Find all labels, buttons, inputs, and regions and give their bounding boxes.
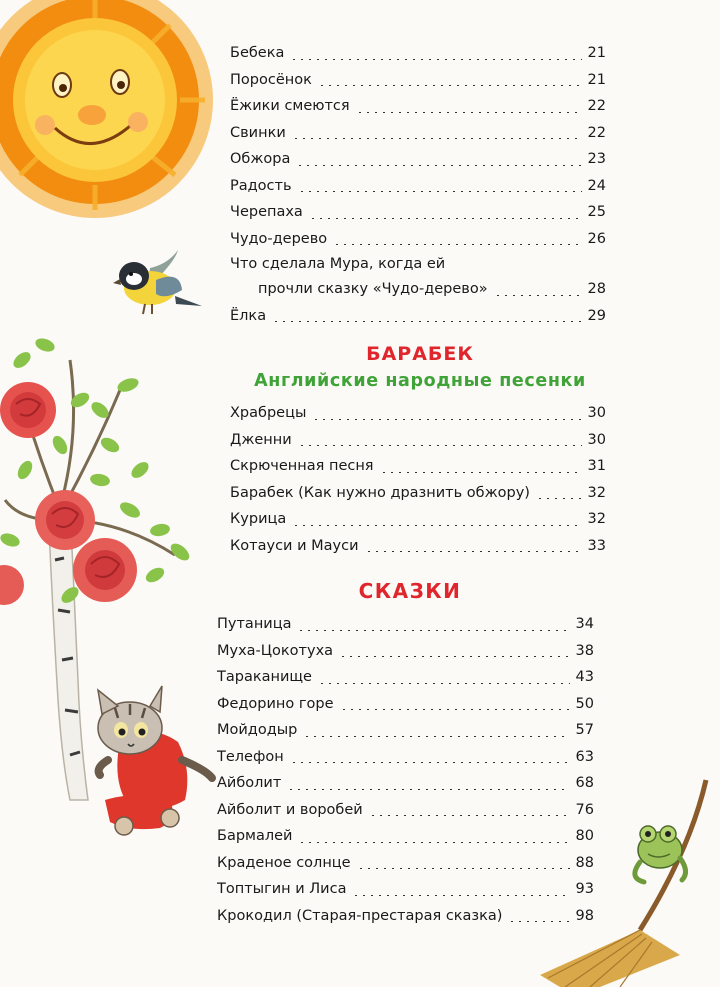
toc-entry[interactable] bbox=[230, 303, 606, 330]
toc-entry[interactable] bbox=[230, 199, 606, 226]
toc-entry-title: Путаница bbox=[217, 616, 292, 632]
dot-leader bbox=[333, 244, 581, 245]
toc-entry-page: 25 bbox=[587, 204, 606, 220]
dot-leader bbox=[365, 551, 582, 552]
toc-entry-title: Айболит bbox=[217, 775, 282, 791]
toc-entry-page: 68 bbox=[575, 775, 594, 791]
toc-entry-title: Скрюченная песня bbox=[230, 458, 374, 474]
toc-entry-title: Чудо-дерево bbox=[230, 230, 328, 247]
toc-entry-title: Краденое солнце bbox=[217, 854, 351, 871]
toc-entry-title: Ёжики смеются bbox=[230, 98, 350, 114]
toc-entry[interactable] bbox=[230, 120, 606, 147]
dot-leader bbox=[292, 525, 581, 526]
dot-leader bbox=[494, 295, 582, 296]
toc-entry-page: 22 bbox=[587, 98, 606, 114]
dot-leader bbox=[340, 709, 570, 710]
toc-entry-first-line[interactable] bbox=[230, 252, 606, 276]
toc-entry-page: 33 bbox=[587, 537, 606, 554]
toc-entry[interactable] bbox=[217, 876, 594, 903]
toc-entry[interactable] bbox=[230, 146, 606, 173]
toc-entry-page: 76 bbox=[575, 801, 594, 818]
toc-entry-title: Поросёнок bbox=[230, 71, 312, 88]
toc-entry-title: Федорино горе bbox=[217, 695, 334, 712]
toc-entry-page: 43 bbox=[575, 669, 594, 685]
section-heading-tales: СКАЗКИ bbox=[358, 579, 462, 603]
toc-entry[interactable] bbox=[217, 638, 594, 665]
toc-entry-title: Что сделала Мура, когда ей bbox=[230, 256, 446, 272]
toc-entry[interactable] bbox=[230, 67, 606, 94]
toc-entry[interactable] bbox=[230, 453, 606, 480]
dot-leader bbox=[356, 112, 582, 113]
toc-entry-page: 29 bbox=[587, 307, 606, 324]
toc-entry[interactable] bbox=[230, 93, 606, 120]
toc-entry[interactable] bbox=[230, 506, 606, 533]
toc-entry[interactable] bbox=[217, 611, 594, 638]
dot-leader bbox=[339, 656, 570, 657]
toc-entry-title: Бебека bbox=[230, 45, 285, 61]
toc-entry-title: Муха-Цокотуха bbox=[217, 642, 334, 659]
dot-leader bbox=[296, 165, 581, 166]
toc-entry[interactable] bbox=[217, 691, 594, 718]
toc-entry[interactable] bbox=[217, 823, 594, 850]
toc-entry[interactable] bbox=[217, 903, 594, 930]
dot-leader bbox=[536, 498, 582, 499]
toc-entry[interactable] bbox=[230, 173, 606, 200]
toc-entry[interactable] bbox=[217, 744, 594, 771]
toc-poems-list bbox=[230, 40, 606, 329]
toc-entry-title: Телефон bbox=[217, 748, 284, 765]
dot-leader bbox=[298, 191, 582, 192]
dot-leader bbox=[290, 59, 581, 60]
toc-entry-page: 21 bbox=[587, 45, 606, 61]
toc-entry[interactable] bbox=[230, 276, 606, 303]
bird-illustration bbox=[113, 250, 202, 314]
toc-entry-title: Свинки bbox=[230, 124, 286, 141]
toc-entry-title: Курица bbox=[230, 511, 287, 527]
dot-leader bbox=[309, 218, 582, 219]
dot-leader bbox=[318, 683, 570, 684]
toc-entry-title: Топтыгин и Лиса bbox=[217, 881, 347, 897]
kitten-illustration bbox=[98, 686, 212, 835]
section-subheading-english-songs: Английские народные песенки bbox=[254, 371, 586, 391]
dot-leader bbox=[312, 419, 581, 420]
toc-entry-page: 57 bbox=[575, 722, 594, 738]
toc-entry-page: 63 bbox=[575, 748, 594, 765]
toc-entry-page: 50 bbox=[575, 695, 594, 712]
toc-entry-page: 28 bbox=[587, 281, 606, 297]
toc-entry-page: 23 bbox=[587, 151, 606, 167]
toc-entry-page: 22 bbox=[587, 124, 606, 141]
toc-entry[interactable] bbox=[217, 664, 594, 691]
toc-entry-title: Крокодил (Старая-престарая сказка) bbox=[217, 907, 503, 924]
toc-entry[interactable] bbox=[230, 40, 606, 67]
dot-leader bbox=[318, 85, 582, 86]
toc-entry-title: Ёлка bbox=[230, 307, 267, 324]
dot-leader bbox=[292, 138, 582, 139]
toc-entry-title: Дженни bbox=[230, 431, 292, 448]
toc-entry-page: 38 bbox=[575, 642, 594, 659]
dot-leader bbox=[508, 921, 569, 922]
toc-entry[interactable] bbox=[230, 226, 606, 253]
toc-entry[interactable] bbox=[230, 427, 606, 454]
toc-entry[interactable] bbox=[230, 400, 606, 427]
toc-entry-title: Радость bbox=[230, 177, 292, 194]
toc-barabek-list bbox=[230, 400, 606, 559]
toc-entry-page: 31 bbox=[587, 458, 606, 474]
dot-leader bbox=[272, 321, 581, 322]
toc-entry-page: 26 bbox=[587, 230, 606, 247]
toc-entry-page: 24 bbox=[587, 177, 606, 194]
toc-entry-title: Котауси и Мауси bbox=[230, 537, 359, 554]
toc-entry-page: 30 bbox=[587, 405, 606, 421]
toc-entry-page: 80 bbox=[575, 828, 594, 844]
toc-entry[interactable] bbox=[217, 717, 594, 744]
toc-entry-page: 21 bbox=[587, 71, 606, 88]
toc-entry-page: 88 bbox=[575, 854, 594, 871]
rose-tree-illustration bbox=[0, 336, 192, 800]
dot-leader bbox=[303, 736, 569, 737]
toc-entry-page: 30 bbox=[587, 431, 606, 448]
toc-entry[interactable] bbox=[230, 480, 606, 507]
toc-entry-title: Барабек (Как нужно дразнить обжору) bbox=[230, 484, 530, 501]
toc-entry-title: Храбрецы bbox=[230, 405, 307, 421]
toc-entry[interactable] bbox=[217, 770, 594, 797]
dot-leader bbox=[298, 445, 582, 446]
toc-entry-title: Мойдодыр bbox=[217, 722, 298, 738]
dot-leader bbox=[380, 472, 582, 473]
dot-leader bbox=[357, 868, 570, 869]
sun-illustration bbox=[0, 0, 213, 218]
toc-entry-page: 93 bbox=[575, 881, 594, 897]
toc-entry-page: 32 bbox=[587, 511, 606, 527]
toc-entry[interactable] bbox=[217, 797, 594, 824]
dot-leader bbox=[352, 895, 569, 896]
toc-entry-title: Бармалей bbox=[217, 828, 293, 844]
dot-leader bbox=[369, 815, 570, 816]
toc-tales-list bbox=[217, 611, 594, 929]
toc-entry[interactable] bbox=[217, 850, 594, 877]
dot-leader bbox=[298, 842, 569, 843]
toc-entry[interactable] bbox=[230, 533, 606, 560]
section-heading-barabek: БАРАБЕК bbox=[366, 343, 474, 365]
dot-leader bbox=[290, 762, 570, 763]
toc-entry-title: Черепаха bbox=[230, 204, 303, 220]
toc-entry-title: Айболит и воробей bbox=[217, 801, 363, 818]
dot-leader bbox=[287, 789, 569, 790]
dot-leader bbox=[297, 630, 569, 631]
toc-entry-title: Тараканище bbox=[217, 669, 312, 685]
toc-entry-title: Обжора bbox=[230, 151, 291, 167]
toc-entry-page: 32 bbox=[587, 484, 606, 501]
toc-entry-title-continued: прочли сказку «Чудо-дерево» bbox=[258, 281, 488, 297]
toc-entry-page: 34 bbox=[575, 616, 594, 632]
toc-entry-page: 98 bbox=[575, 907, 594, 924]
